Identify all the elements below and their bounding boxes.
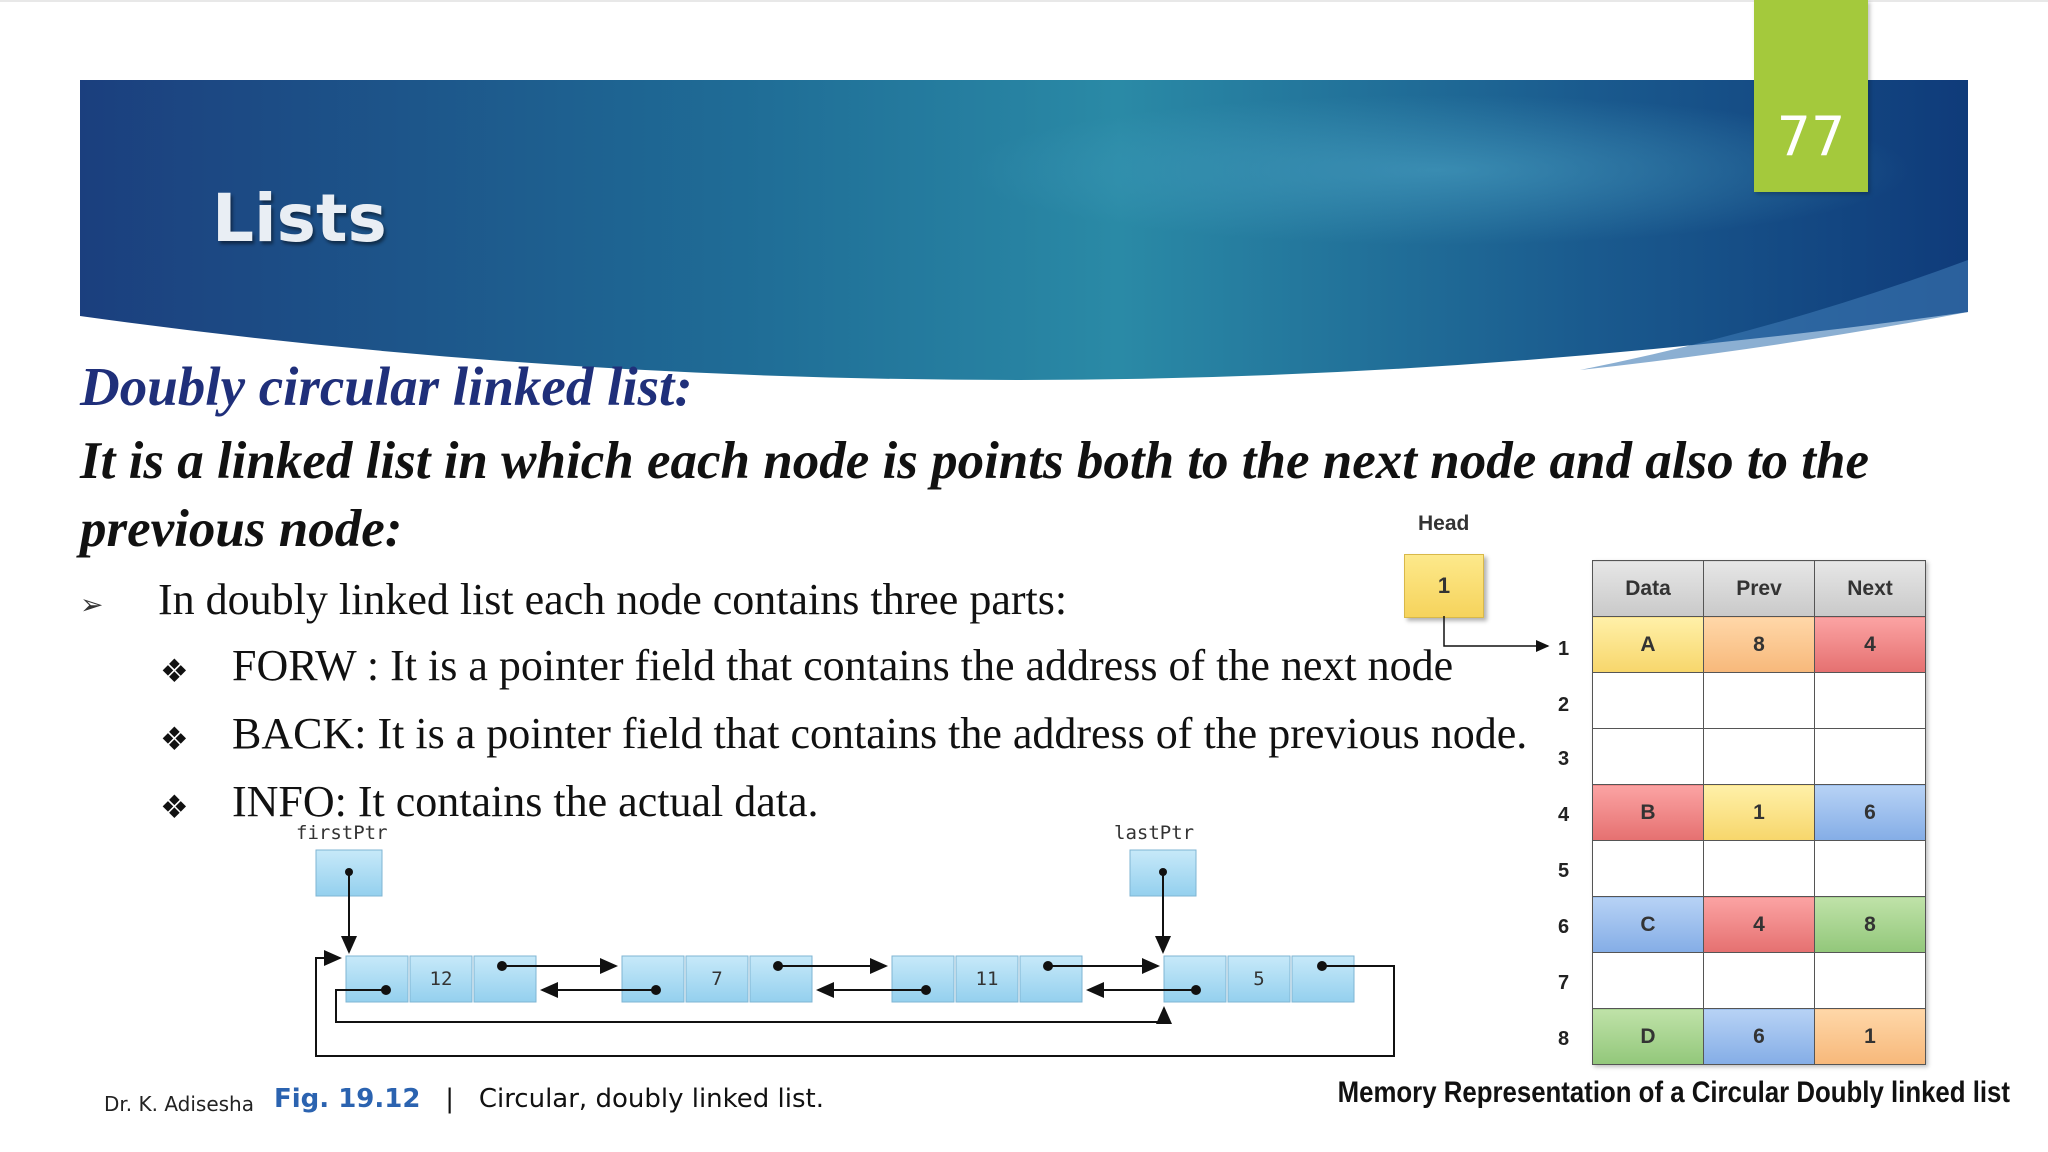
- table-row: [1593, 729, 1926, 785]
- footer-author: Dr. K. Adisesha: [104, 1092, 254, 1116]
- first-ptr-box: [316, 850, 382, 952]
- caption-separator: |: [445, 1084, 455, 1114]
- node-2: [622, 956, 812, 1002]
- column-header: Data: [1593, 561, 1704, 617]
- figure-caption-text: Circular, doubly linked list.: [478, 1084, 824, 1114]
- table-cell-next: [1815, 729, 1926, 785]
- page-number: 77: [1776, 105, 1846, 168]
- table-cell-prev: [1704, 953, 1815, 1009]
- table-cell-prev: 1: [1704, 785, 1815, 841]
- table-row: [1593, 953, 1926, 1009]
- sub-bullet-info: INFO: It contains the actual data.: [232, 777, 819, 826]
- table-cell-data: D: [1593, 1009, 1704, 1065]
- row-index: 5: [1558, 860, 1570, 882]
- table-cell-next: 4: [1815, 617, 1926, 673]
- head-label: Head: [1418, 512, 1470, 535]
- row-index: 4: [1558, 804, 1570, 826]
- table-cell-next: 6: [1815, 785, 1926, 841]
- column-header: Next: [1815, 561, 1926, 617]
- table-cell-next: [1815, 841, 1926, 897]
- figure-label: Fig. 19.12: [274, 1084, 421, 1114]
- head-pointer-box: 1: [1404, 554, 1484, 618]
- slide-title: Lists: [212, 180, 387, 257]
- table-cell-next: [1815, 673, 1926, 729]
- table-cell-prev: 4: [1704, 897, 1815, 953]
- table-row: [1593, 617, 1926, 673]
- column-header: Prev: [1704, 561, 1815, 617]
- row-index: 2: [1558, 694, 1570, 716]
- definition-text: It is a linked list in which each node is points both to the next node and also to the previous node:: [80, 432, 1870, 558]
- last-ptr-label: lastPtr: [1114, 822, 1195, 844]
- sub-bullet-forw: FORW : It is a pointer field that contains the address of the next node: [232, 641, 1454, 690]
- sub-bullet-back: BACK: It is a pointer field that contains the address of the previous node.: [232, 709, 1528, 758]
- row-index: 7: [1558, 972, 1570, 994]
- top-border: [0, 0, 2048, 2]
- linked-list-diagram: [300, 840, 1420, 1070]
- page-number-tab: [1754, 0, 1868, 192]
- row-index: 1: [1558, 638, 1570, 660]
- table-cell-data: B: [1593, 785, 1704, 841]
- table-cell-data: [1593, 841, 1704, 897]
- table-cell-data: [1593, 729, 1704, 785]
- table-cell-prev: [1704, 673, 1815, 729]
- table-row: [1593, 897, 1926, 953]
- section-heading: Doubly circular linked list:: [80, 356, 693, 417]
- row-index: 6: [1558, 916, 1570, 938]
- table-row: [1593, 1009, 1926, 1065]
- table-cell-data: [1593, 953, 1704, 1009]
- table-cell-prev: 6: [1704, 1009, 1815, 1065]
- diamond-bullet-icon: ❖: [160, 653, 189, 689]
- diamond-bullet-icon: ❖: [160, 721, 189, 757]
- table-cell-data: [1593, 673, 1704, 729]
- memory-caption-text: Memory Representation of a Circular Doubly linked list: [1337, 1076, 2010, 1109]
- first-ptr-label: firstPtr: [296, 822, 388, 844]
- table-row: [1593, 785, 1926, 841]
- memory-caption: [1337, 1076, 2010, 1110]
- table-cell-data: A: [1593, 617, 1704, 673]
- table-cell-next: 8: [1815, 897, 1926, 953]
- table-cell-data: C: [1593, 897, 1704, 953]
- arrow-bullet-icon: ➢: [80, 590, 104, 621]
- table-row: [1593, 673, 1926, 729]
- table-cell-next: [1815, 953, 1926, 1009]
- row-index: 8: [1558, 1028, 1570, 1050]
- table-cell-prev: 8: [1704, 617, 1815, 673]
- diamond-bullet-icon: ❖: [160, 789, 189, 825]
- memory-table: [1592, 560, 1926, 1065]
- node-value: 5: [1253, 968, 1265, 990]
- node-3: [892, 956, 1082, 1002]
- figure-caption: [274, 1084, 824, 1114]
- node-value: 12: [429, 968, 453, 990]
- node-value: 7: [711, 968, 723, 990]
- table-cell-prev: [1704, 729, 1815, 785]
- node-1: [346, 956, 536, 1002]
- bullet-text: In doubly linked list each node contains three parts:: [158, 575, 1068, 624]
- last-ptr-box: [1130, 850, 1196, 952]
- table-cell-next: 1: [1815, 1009, 1926, 1065]
- table-cell-prev: [1704, 841, 1815, 897]
- table-row: [1593, 841, 1926, 897]
- row-index: 3: [1558, 748, 1570, 770]
- node-value: 11: [975, 968, 999, 990]
